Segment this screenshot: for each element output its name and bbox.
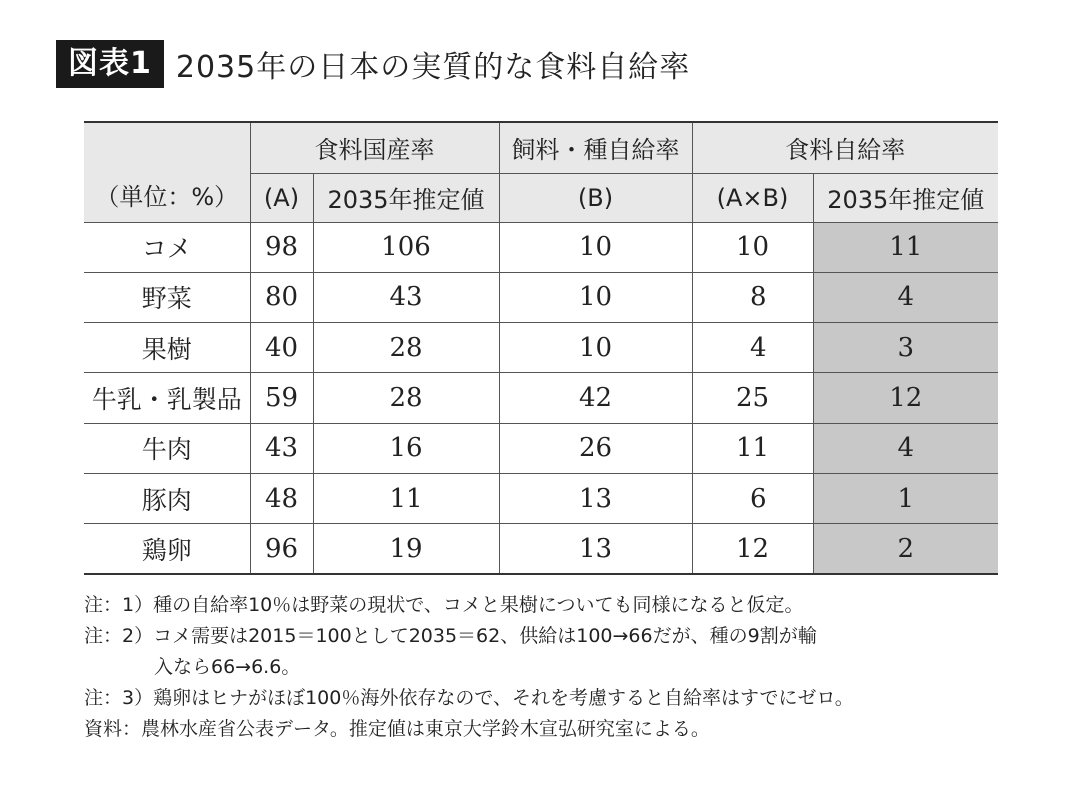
cell-value: 11	[692, 423, 813, 473]
group-header-domestic-rate: 食料国産率	[250, 122, 499, 173]
figure-header	[56, 40, 690, 88]
figure-label: 図表1	[56, 40, 164, 88]
table-row	[84, 323, 998, 373]
cell-value: 4	[692, 323, 813, 373]
cell-value-highlight: 4	[813, 423, 998, 473]
table-row	[84, 524, 998, 574]
column-header-b: (B)	[499, 173, 692, 222]
table-row	[84, 373, 998, 423]
footnote-text: 注：2）コメ需要は2015＝100として2035＝62、供給は100→66だが、種の9割が輸	[84, 625, 817, 647]
cell-value: 25	[692, 373, 813, 423]
cell-value: 10	[499, 272, 692, 322]
figure-title: 2035年の日本の実質的な食料自給率	[175, 50, 691, 85]
cell-value: 43	[250, 423, 313, 473]
row-label: 鶏卵	[84, 524, 250, 574]
column-header-a: (A)	[250, 173, 313, 222]
row-label: 牛乳・乳製品	[84, 373, 250, 423]
row-label: コメ	[84, 222, 250, 272]
cell-value: 8	[692, 272, 813, 322]
cell-value: 42	[499, 373, 692, 423]
cell-value: 59	[250, 373, 313, 423]
footnote	[84, 683, 1004, 714]
cell-value: 80	[250, 272, 313, 322]
cell-value: 12	[692, 524, 813, 574]
cell-value: 48	[250, 473, 313, 523]
footnote-continuation	[84, 652, 1004, 683]
cell-value: 10	[692, 222, 813, 272]
footnote-text: 注：1）種の自給率10％は野菜の現状で、コメと果樹についても同様になると仮定。	[84, 594, 804, 616]
column-header-axb: (A×B)	[692, 173, 813, 222]
column-header-a-2035: 2035年推定値	[313, 173, 499, 222]
cell-value: 16	[313, 423, 499, 473]
footnote-text: 入なら66→6.6。	[154, 656, 301, 678]
footnote-text: 注：3）鶏卵はヒナがほぼ100％海外依存なので、それを考慮すると自給率はすでにゼロ。	[84, 687, 854, 709]
self-sufficiency-table	[84, 121, 998, 575]
table-row	[84, 473, 998, 523]
cell-value: 98	[250, 222, 313, 272]
source-note	[84, 714, 1004, 745]
cell-value: 28	[313, 373, 499, 423]
footnote	[84, 590, 1004, 621]
unit-label: （単位：%）	[84, 122, 250, 222]
cell-value: 13	[499, 473, 692, 523]
cell-value: 10	[499, 222, 692, 272]
cell-value-highlight: 11	[813, 222, 998, 272]
cell-value: 26	[499, 423, 692, 473]
cell-value: 19	[313, 524, 499, 574]
cell-value: 6	[692, 473, 813, 523]
row-label: 牛肉	[84, 423, 250, 473]
cell-value-highlight: 2	[813, 524, 998, 574]
row-label: 野菜	[84, 272, 250, 322]
table-row	[84, 222, 998, 272]
cell-value: 40	[250, 323, 313, 373]
table-row	[84, 423, 998, 473]
table-row	[84, 272, 998, 322]
footnote	[84, 621, 1004, 652]
row-label: 果樹	[84, 323, 250, 373]
cell-value: 11	[313, 473, 499, 523]
cell-value: 28	[313, 323, 499, 373]
cell-value: 106	[313, 222, 499, 272]
cell-value: 43	[313, 272, 499, 322]
cell-value-highlight: 12	[813, 373, 998, 423]
group-header-feed-seed-rate: 飼料・種自給率	[499, 122, 692, 173]
cell-value: 10	[499, 323, 692, 373]
cell-value-highlight: 3	[813, 323, 998, 373]
row-label: 豚肉	[84, 473, 250, 523]
group-header-food-self-sufficiency: 食料自給率	[692, 122, 998, 173]
cell-value: 96	[250, 524, 313, 574]
cell-value: 13	[499, 524, 692, 574]
footnotes	[84, 590, 1004, 745]
source-text: 資料：農林水産省公表データ。推定値は東京大学鈴木宣弘研究室による。	[84, 718, 710, 740]
cell-value-highlight: 4	[813, 272, 998, 322]
column-header-axb-2035: 2035年推定値	[813, 173, 998, 222]
cell-value-highlight: 1	[813, 473, 998, 523]
